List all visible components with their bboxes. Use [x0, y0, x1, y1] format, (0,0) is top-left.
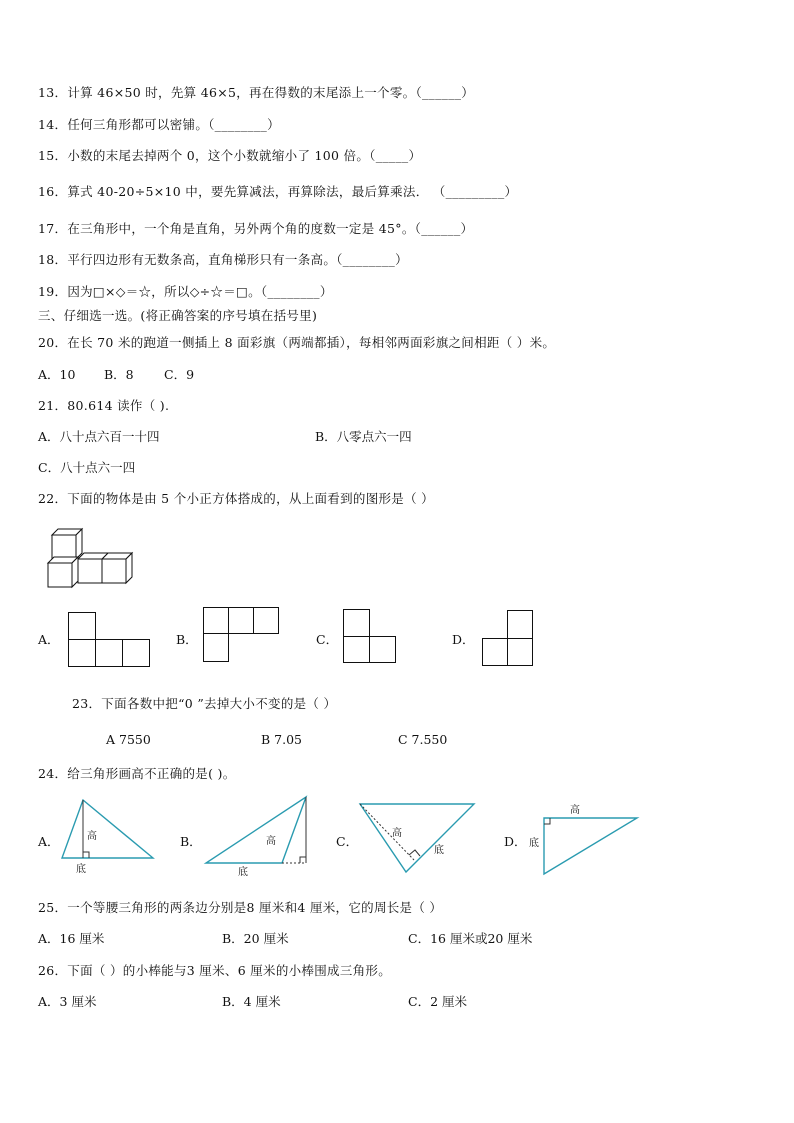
q23-option-b[interactable]: B 7.05: [261, 732, 302, 747]
question-17: 17．在三角形中，一个角是直角，另外两个角的度数一定是 45°。（______）: [38, 221, 474, 236]
q24-a-base-label: 底: [76, 864, 86, 875]
q21-option-b[interactable]: B．八零点六一四: [315, 429, 412, 444]
q22-option-c[interactable]: C．: [316, 632, 339, 647]
q25-option-b[interactable]: B．20 厘米: [222, 931, 289, 946]
q22-option-c-grid: [343, 609, 399, 665]
q22-option-a[interactable]: A．: [38, 632, 60, 647]
q26-option-a[interactable]: A．3 厘米: [38, 994, 97, 1009]
q24-c-height-label: 高: [392, 828, 402, 839]
q24-option-b-triangle: [200, 792, 312, 878]
question-19: 19．因为□×◇＝☆，所以◇÷☆＝□。（________）: [38, 284, 333, 299]
q24-option-a-triangle: [56, 795, 160, 877]
q24-option-d[interactable]: D．: [504, 834, 527, 849]
q24-b-height-label: 高: [266, 836, 276, 847]
cube-structure-figure: [44, 526, 144, 591]
question-22: 22．下面的物体是由 5 个小正方体搭成的，从上面看到的图形是（ ）: [38, 491, 434, 506]
section-heading: 三、仔细选一选。(将正确答案的序号填在括号里): [38, 308, 318, 323]
q24-d-height-label: 高: [570, 805, 580, 816]
q24-option-c-triangle: [356, 800, 480, 876]
question-16: 16．算式 40-20÷5×10 中，要先算减法，再算除法，最后算乘法． （_________）: [38, 184, 518, 199]
q20-option-b[interactable]: B．8: [104, 367, 134, 382]
q22-option-a-grid: [68, 612, 152, 668]
q21-option-c[interactable]: C．八十点六一四: [38, 460, 136, 475]
question-21: 21．80.614 读作（ ).: [38, 398, 170, 413]
q22-option-b[interactable]: B．: [176, 632, 198, 647]
q24-option-d-triangle: [527, 800, 643, 880]
q23-option-c[interactable]: C 7.550: [398, 732, 448, 747]
q20-option-c[interactable]: C．9: [164, 367, 195, 382]
q25-option-a[interactable]: A．16 厘米: [38, 931, 105, 946]
q24-a-height-label: 高: [87, 831, 97, 842]
q20-option-a[interactable]: A．10: [38, 367, 76, 382]
q22-option-d[interactable]: D．: [452, 632, 475, 647]
q21-option-a[interactable]: A．八十点六百一十四: [38, 429, 160, 444]
question-20: 20．在长 70 米的跑道一侧插上 8 面彩旗（两端都插），每相邻两面彩旗之间相距（ ）米。: [38, 335, 556, 350]
q24-option-b[interactable]: B．: [180, 834, 202, 849]
question-23: 23．下面各数中把“0 ”去掉大小不变的是（ ）: [72, 696, 337, 711]
q24-c-base-label: 底: [434, 845, 444, 856]
question-13: 13．计算 46×50 时，先算 46×5，再在得数的末尾添上一个零。（______）: [38, 85, 475, 100]
q24-b-base-label: 底: [238, 867, 248, 878]
question-14: 14．任何三角形都可以密铺。（________）: [38, 117, 280, 132]
q24-d-base-label: 底: [529, 838, 539, 849]
q24-option-c[interactable]: C．: [336, 834, 359, 849]
question-15: 15．小数的末尾去掉两个 0，这个小数就缩小了 100 倍。（_____）: [38, 148, 422, 163]
question-26: 26．下面（ ）的小棒能与3 厘米、6 厘米的小棒围成三角形。: [38, 963, 392, 978]
q22-option-b-grid: [203, 607, 283, 663]
question-18: 18．平行四边形有无数条高，直角梯形只有一条高。（________）: [38, 252, 408, 267]
question-25: 25．一个等腰三角形的两条边分别是8 厘米和4 厘米，它的周长是（ ）: [38, 900, 443, 915]
q24-option-a[interactable]: A．: [38, 834, 60, 849]
q22-option-d-grid: [482, 610, 538, 668]
question-24: 24．给三角形画高不正确的是( )。: [38, 766, 236, 781]
q26-option-b[interactable]: B．4 厘米: [222, 994, 281, 1009]
q26-option-c[interactable]: C．2 厘米: [408, 994, 467, 1009]
q25-option-c[interactable]: C．16 厘米或20 厘米: [408, 931, 533, 946]
q23-option-a[interactable]: A 7550: [106, 732, 151, 747]
